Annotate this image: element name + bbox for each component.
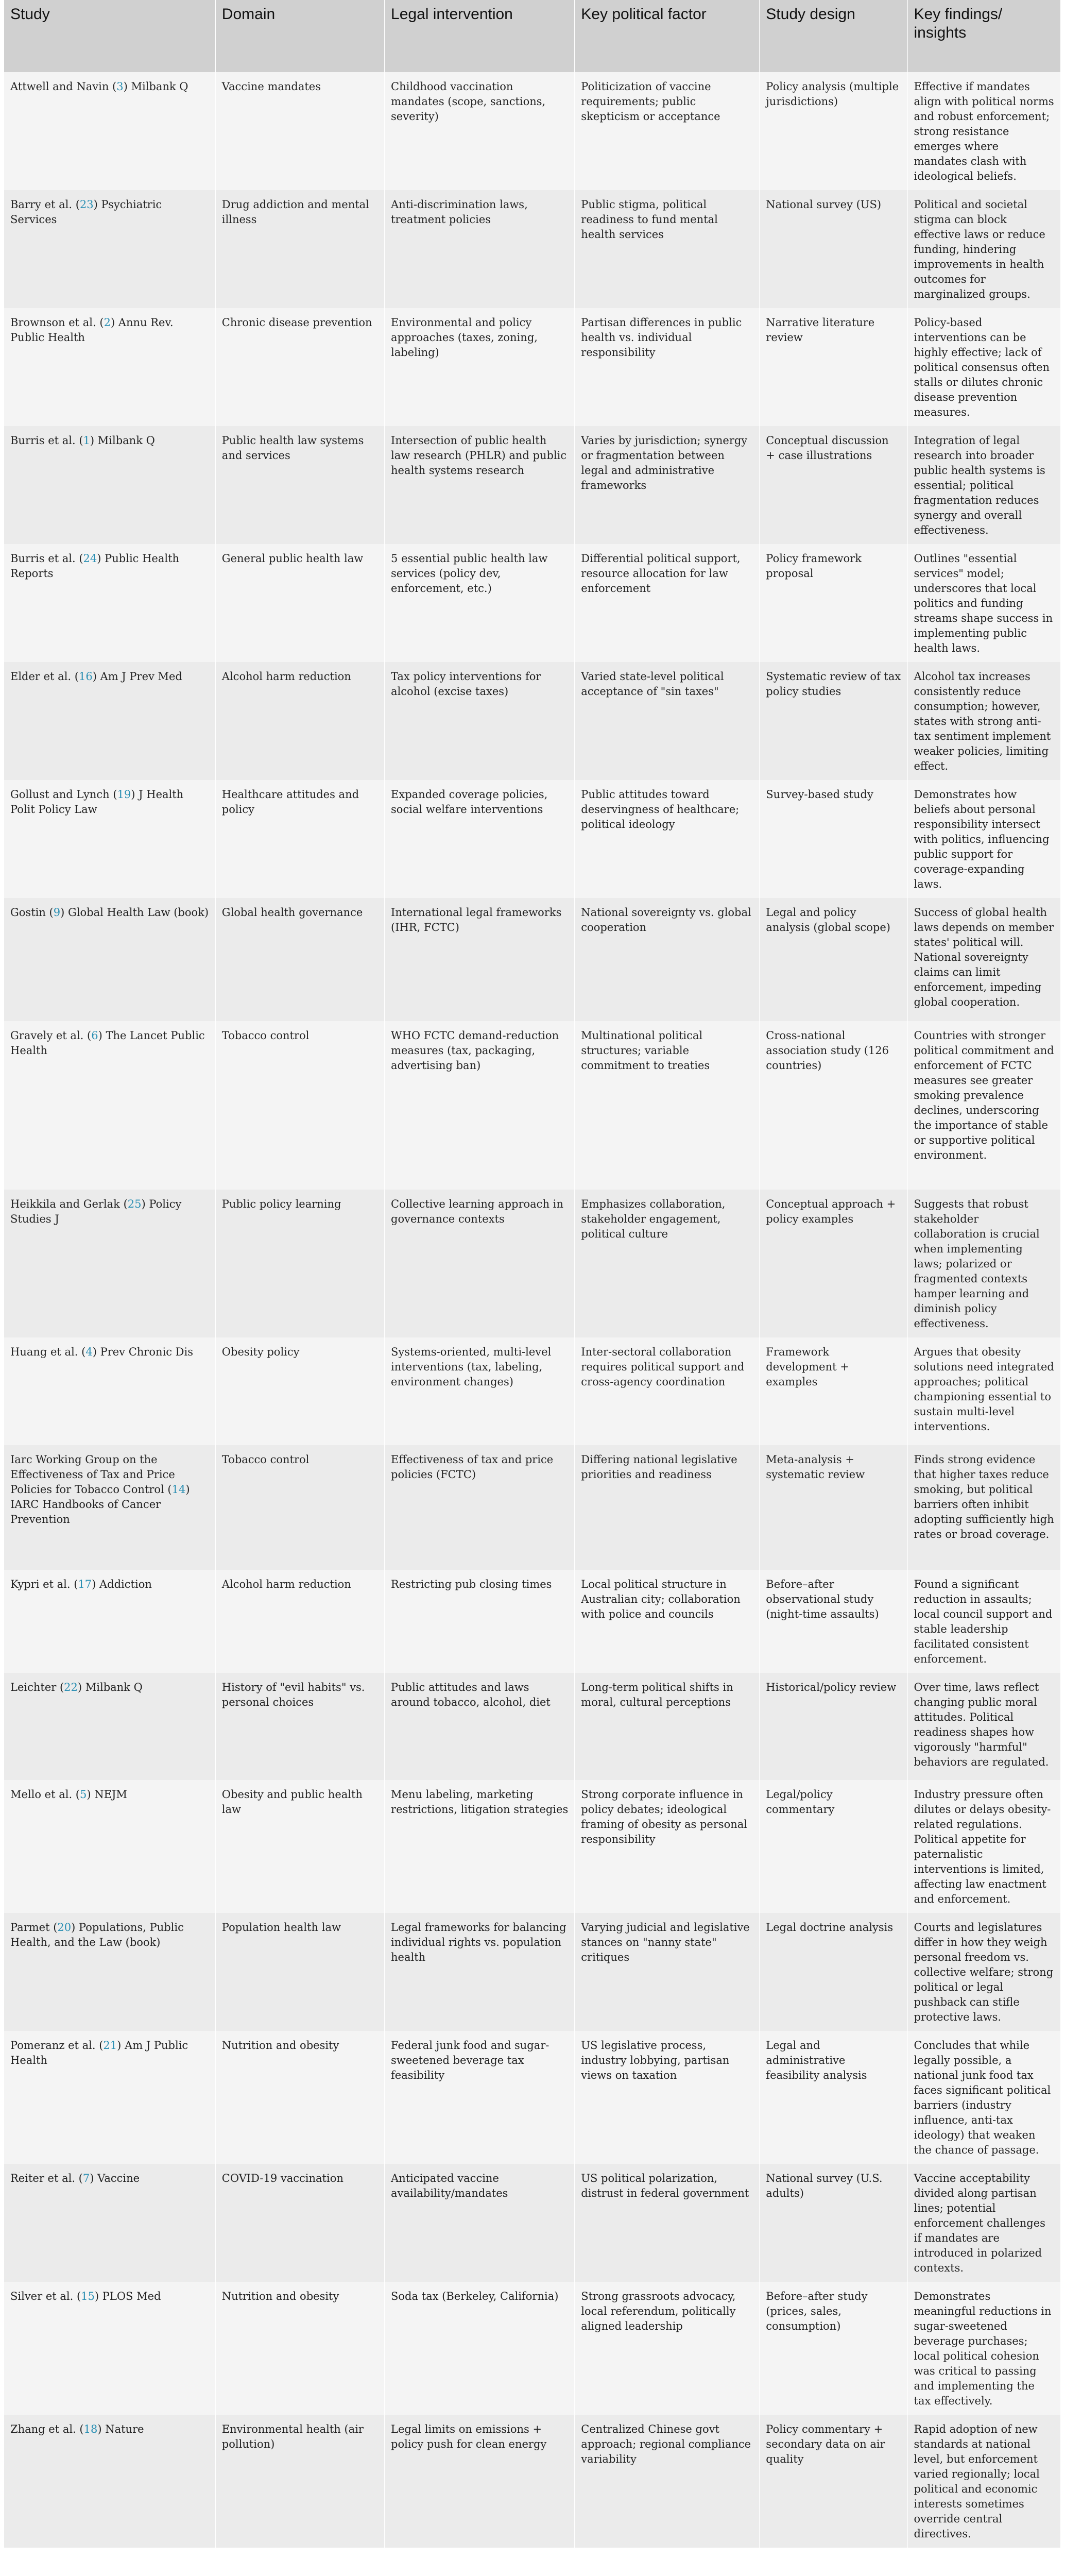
reference-link[interactable]: 16 <box>78 670 93 683</box>
cell-study-design: National survey (U.S. adults) <box>760 2164 907 2282</box>
reference-link[interactable]: 1 <box>83 434 90 447</box>
header-legal-intervention: Legal intervention <box>385 0 575 72</box>
cell-domain: Environmental health (air pollution) <box>215 2415 384 2548</box>
table-row <box>4 1570 1061 1673</box>
cell-legal-intervention: Environmental and policy approaches (taxes, zoning, labeling) <box>385 308 575 426</box>
cell-study-design: Cross-national association study (126 countries) <box>760 1021 907 1190</box>
header-study: Study <box>4 0 215 72</box>
study-author: Gostin ( <box>10 906 54 919</box>
study-author: Barry et al. ( <box>10 198 80 211</box>
cell-key-political-factor: Strong grassroots advocacy, local referendum, politically aligned leadership <box>575 2282 760 2415</box>
cell-study <box>4 544 215 662</box>
cell-legal-intervention: Soda tax (Berkeley, California) <box>385 2282 575 2415</box>
cell-domain: Drug addiction and mental illness <box>215 190 384 308</box>
cell-legal-intervention: Expanded coverage policies, social welfare interventions <box>385 780 575 898</box>
reference-link[interactable]: 5 <box>80 1788 87 1801</box>
study-author: Brownson et al. ( <box>10 316 104 329</box>
study-source: ) PLOS Med <box>94 2290 161 2302</box>
cell-key-findings: Industry pressure often dilutes or delays obesity-related regulations. Political appetite for paternalistic interventions is limited, affecting law enactment and enforcement. <box>907 1780 1061 1913</box>
cell-key-political-factor: Public attitudes toward deservingness of healthcare; political ideology <box>575 780 760 898</box>
study-author: Elder et al. ( <box>10 670 79 683</box>
cell-study-design: Conceptual approach + policy examples <box>760 1190 907 1337</box>
cell-key-political-factor: Inter-sectoral collaboration requires political support and cross-agency coordination <box>575 1337 760 1445</box>
header-study-design: Study design <box>760 0 907 72</box>
study-source: ) Milbank Q <box>77 1681 143 1693</box>
cell-study <box>4 780 215 898</box>
cell-key-political-factor: Varied state-level political acceptance of "sin taxes" <box>575 662 760 780</box>
cell-domain: Nutrition and obesity <box>215 2031 384 2164</box>
study-author: Gravely et al. ( <box>10 1029 92 1042</box>
cell-domain: Nutrition and obesity <box>215 2282 384 2415</box>
table-row <box>4 780 1061 898</box>
cell-study-design: Policy framework proposal <box>760 544 907 662</box>
cell-key-findings: Integration of legal research into broader public health systems is essential; political fragmentation reduces synergy and overall effectiveness. <box>907 426 1061 544</box>
study-source: ) Milbank Q <box>123 80 188 93</box>
study-source: ) NEJM <box>87 1788 127 1801</box>
study-author: Silver et al. ( <box>10 2290 81 2302</box>
cell-study-design: Narrative literature review <box>760 308 907 426</box>
study-author: Gollust and Lynch ( <box>10 788 117 801</box>
cell-legal-intervention: Anti-discrimination laws, treatment policies <box>385 190 575 308</box>
table-row <box>4 2282 1061 2415</box>
study-author: Mello et al. ( <box>10 1788 80 1801</box>
cell-key-findings: Demonstrates how beliefs about personal responsibility intersect with politics, influencing public support for coverage-expanding laws. <box>907 780 1061 898</box>
cell-study-design: National survey (US) <box>760 190 907 308</box>
cell-study-design: Legal and policy analysis (global scope) <box>760 898 907 1021</box>
table-row <box>4 190 1061 308</box>
cell-legal-intervention: Federal junk food and sugar-sweetened beverage tax feasibility <box>385 2031 575 2164</box>
reference-link[interactable]: 2 <box>104 316 111 329</box>
cell-legal-intervention: Menu labeling, marketing restrictions, litigation strategies <box>385 1780 575 1913</box>
study-author: Heikkila and Gerlak ( <box>10 1198 128 1210</box>
cell-key-findings: Outlines "essential services" model; underscores that local politics and funding streams shape success in implementing public health laws. <box>907 544 1061 662</box>
table-row <box>4 2415 1061 2548</box>
cell-key-political-factor: Varies by jurisdiction; synergy or fragmentation between legal and administrative frameworks <box>575 426 760 544</box>
header-row <box>4 0 1061 72</box>
header-key-political-factor: Key political factor <box>575 0 760 72</box>
cell-study-design: Policy analysis (multiple jurisdictions) <box>760 72 907 190</box>
reference-link[interactable]: 7 <box>82 2172 90 2184</box>
cell-key-findings: Courts and legislatures differ in how they weigh personal freedom vs. collective welfare; strong political or legal pushback can stifle protective laws. <box>907 1913 1061 2031</box>
cell-key-findings: Over time, laws reflect changing public moral attitudes. Political readiness shapes how vigorously "harmful" behaviors are regulated. <box>907 1673 1061 1780</box>
cell-domain: Population health law <box>215 1913 384 2031</box>
table-row <box>4 544 1061 662</box>
table-row <box>4 1445 1061 1570</box>
study-author: Burris et al. ( <box>10 552 83 565</box>
cell-key-political-factor: Differential political support, resource allocation for law enforcement <box>575 544 760 662</box>
study-author: Reiter et al. ( <box>10 2172 83 2184</box>
study-source: ) Populations, Public Health, and the Law (book) <box>10 1921 184 1948</box>
cell-domain: Healthcare attitudes and policy <box>215 780 384 898</box>
table-row <box>4 1780 1061 1913</box>
cell-key-political-factor: Centralized Chinese govt approach; regional compliance variability <box>575 2415 760 2548</box>
cell-study-design: Legal and administrative feasibility analysis <box>760 2031 907 2164</box>
cell-study-design: Conceptual discussion + case illustrations <box>760 426 907 544</box>
cell-domain: Tobacco control <box>215 1445 384 1570</box>
cell-study <box>4 2282 215 2415</box>
reference-link[interactable]: 3 <box>116 80 124 93</box>
table-row <box>4 2164 1061 2282</box>
table-row <box>4 898 1061 1021</box>
cell-key-findings: Effective if mandates align with political norms and robust enforcement; strong resistance emerges where mandates clash with ideological beliefs. <box>907 72 1061 190</box>
cell-key-findings: Demonstrates meaningful reductions in sugar-sweetened beverage purchases; local political cohesion was critical to passing and implementing the tax effectively. <box>907 2282 1061 2415</box>
cell-study <box>4 1673 215 1780</box>
cell-study-design: Before–after observational study (night-time assaults) <box>760 1570 907 1673</box>
reference-link[interactable]: 21 <box>103 2039 117 2052</box>
cell-study <box>4 1570 215 1673</box>
cell-key-findings: Vaccine acceptability divided along partisan lines; potential enforcement challenges if mandates are introduced in polarized contexts. <box>907 2164 1061 2282</box>
reference-link[interactable]: 24 <box>83 552 97 565</box>
cell-study <box>4 426 215 544</box>
cell-domain: Alcohol harm reduction <box>215 1570 384 1673</box>
cell-key-findings: Alcohol tax increases consistently reduce consumption; however, states with strong anti-tax sentiment implement weaker policies, limiting effect. <box>907 662 1061 780</box>
cell-domain: Vaccine mandates <box>215 72 384 190</box>
cell-domain: Alcohol harm reduction <box>215 662 384 780</box>
cell-domain: Public health law systems and services <box>215 426 384 544</box>
table-row <box>4 1337 1061 1445</box>
cell-domain: Obesity and public health law <box>215 1780 384 1913</box>
cell-study-design: Before–after study (prices, sales, consumption) <box>760 2282 907 2415</box>
cell-study <box>4 1913 215 2031</box>
cell-study <box>4 898 215 1021</box>
study-author: Leichter ( <box>10 1681 64 1693</box>
table-row <box>4 1021 1061 1190</box>
cell-key-findings: Political and societal stigma can block effective laws or reduce funding, hindering improvements in health outcomes for marginalized groups. <box>907 190 1061 308</box>
cell-legal-intervention: International legal frameworks (IHR, FCTC) <box>385 898 575 1021</box>
study-author: Parmet ( <box>10 1921 58 1934</box>
study-source: ) J Health Polit Policy Law <box>10 788 184 816</box>
table-body <box>4 72 1061 2548</box>
study-source: ) The Lancet Public Health <box>10 1029 205 1057</box>
study-author: Huang et al. ( <box>10 1346 86 1358</box>
cell-key-findings: Policy-based interventions can be highly effective; lack of political consensus often stalls or dilutes chronic disease prevention measures. <box>907 308 1061 426</box>
table-row <box>4 662 1061 780</box>
reference-link[interactable]: 23 <box>79 198 94 211</box>
cell-legal-intervention: Public attitudes and laws around tobacco, alcohol, diet <box>385 1673 575 1780</box>
cell-domain: Tobacco control <box>215 1021 384 1190</box>
study-source: ) Vaccine <box>90 2172 140 2184</box>
cell-key-political-factor: Partisan differences in public health vs. individual responsibility <box>575 308 760 426</box>
reference-link[interactable]: 15 <box>81 2290 95 2302</box>
cell-study <box>4 72 215 190</box>
table-header <box>4 0 1061 72</box>
study-source: ) Annu Rev. Public Health <box>10 316 174 344</box>
header-key-findings: Key findings/ insights <box>907 0 1061 72</box>
cell-key-findings: Found a significant reduction in assaults; local council support and stable leadership facilitated consistent enforcement. <box>907 1570 1061 1673</box>
cell-key-political-factor: Long-term political shifts in moral, cultural perceptions <box>575 1673 760 1780</box>
reference-link[interactable]: 6 <box>91 1029 98 1042</box>
cell-domain: Public policy learning <box>215 1190 384 1337</box>
study-author: Attwell and Navin ( <box>10 80 117 93</box>
study-source: ) Addiction <box>92 1578 152 1590</box>
cell-legal-intervention: Legal frameworks for balancing individual rights vs. population health <box>385 1913 575 2031</box>
cell-legal-intervention: 5 essential public health law services (policy dev, enforcement, etc.) <box>385 544 575 662</box>
cell-key-political-factor: Differing national legislative priorities and readiness <box>575 1445 760 1570</box>
study-source: ) Am J Public Health <box>10 2039 188 2066</box>
cell-study <box>4 1021 215 1190</box>
cell-legal-intervention: Collective learning approach in governance contexts <box>385 1190 575 1337</box>
cell-domain: Chronic disease prevention <box>215 308 384 426</box>
header-domain: Domain <box>215 0 384 72</box>
study-author: Zhang et al. ( <box>10 2423 84 2435</box>
cell-legal-intervention: Tax policy interventions for alcohol (excise taxes) <box>385 662 575 780</box>
cell-key-findings: Suggests that robust stakeholder collaboration is crucial when implementing laws; polarized or fragmented contexts hamper learning and diminish policy effectiveness. <box>907 1190 1061 1337</box>
cell-study-design: Framework development + examples <box>760 1337 907 1445</box>
cell-study <box>4 2415 215 2548</box>
cell-domain: General public health law <box>215 544 384 662</box>
reference-link[interactable]: 25 <box>127 1198 142 1210</box>
cell-legal-intervention: Legal limits on emissions + policy push for clean energy <box>385 2415 575 2548</box>
cell-domain: History of "evil habits" vs. personal choices <box>215 1673 384 1780</box>
cell-key-political-factor: Local political structure in Australian city; collaboration with police and councils <box>575 1570 760 1673</box>
table-row <box>4 1673 1061 1780</box>
reference-link[interactable]: 20 <box>57 1921 72 1934</box>
study-source: ) Policy Studies J <box>10 1198 182 1225</box>
cell-key-political-factor: Multinational political structures; variable commitment to treaties <box>575 1021 760 1190</box>
study-author: Iarc Working Group on the Effectiveness of Tax and Price Policies for Tobacco Control ( <box>10 1453 175 1496</box>
study-source: ) Prev Chronic Dis <box>92 1346 193 1358</box>
cell-key-political-factor: Varying judicial and legislative stances on "nanny state" critiques <box>575 1913 760 2031</box>
cell-study <box>4 662 215 780</box>
cell-legal-intervention: Systems-oriented, multi-level interventions (tax, labeling, environment changes) <box>385 1337 575 1445</box>
cell-domain: COVID-19 vaccination <box>215 2164 384 2282</box>
cell-domain: Obesity policy <box>215 1337 384 1445</box>
reference-link[interactable]: 19 <box>117 788 131 801</box>
cell-study-design: Legal/policy commentary <box>760 1780 907 1913</box>
study-source: ) Global Health Law (book) <box>60 906 209 919</box>
cell-study-design: Systematic review of tax policy studies <box>760 662 907 780</box>
cell-key-political-factor: Strong corporate influence in policy debates; ideological framing of obesity as personal responsibility <box>575 1780 760 1913</box>
table-row <box>4 72 1061 190</box>
cell-study <box>4 1190 215 1337</box>
reference-link[interactable]: 4 <box>85 1346 93 1358</box>
study-source: ) Psychiatric Services <box>10 198 162 226</box>
cell-key-findings: Concludes that while legally possible, a national junk food tax faces significant political barriers (industry influence, anti-tax ideology) that weaken the chance of passage. <box>907 2031 1061 2164</box>
cell-key-findings: Argues that obesity solutions need integrated approaches; political championing essential to sustain multi-level interventions. <box>907 1337 1061 1445</box>
cell-key-political-factor: Public stigma, political readiness to fund mental health services <box>575 190 760 308</box>
cell-study-design: Survey-based study <box>760 780 907 898</box>
study-source: ) IARC Handbooks of Cancer Prevention <box>10 1483 190 1526</box>
cell-study-design: Historical/policy review <box>760 1673 907 1780</box>
cell-domain: Global health governance <box>215 898 384 1021</box>
table-row <box>4 2031 1061 2164</box>
table-row <box>4 308 1061 426</box>
cell-legal-intervention: Childhood vaccination mandates (scope, sanctions, severity) <box>385 72 575 190</box>
cell-legal-intervention: Restricting pub closing times <box>385 1570 575 1673</box>
reference-link[interactable]: 18 <box>83 2423 98 2435</box>
cell-legal-intervention: Intersection of public health law research (PHLR) and public health systems research <box>385 426 575 544</box>
reference-link[interactable]: 14 <box>171 1483 186 1496</box>
cell-legal-intervention: WHO FCTC demand-reduction measures (tax, packaging, advertising ban) <box>385 1021 575 1190</box>
table-row <box>4 426 1061 544</box>
cell-study-design: Legal doctrine analysis <box>760 1913 907 2031</box>
cell-key-political-factor: Politicization of vaccine requirements; public skepticism or acceptance <box>575 72 760 190</box>
cell-study <box>4 190 215 308</box>
cell-legal-intervention: Anticipated vaccine availability/mandates <box>385 2164 575 2282</box>
study-source: ) Am J Prev Med <box>92 670 182 683</box>
table-row <box>4 1913 1061 2031</box>
reference-link[interactable]: 17 <box>78 1578 92 1590</box>
cell-study <box>4 1780 215 1913</box>
cell-key-political-factor: US political polarization, distrust in federal government <box>575 2164 760 2282</box>
study-source: ) Milbank Q <box>90 434 155 447</box>
cell-study <box>4 2031 215 2164</box>
cell-study <box>4 308 215 426</box>
study-author: Kypri et al. ( <box>10 1578 78 1590</box>
study-source: ) Public Health Reports <box>10 552 180 580</box>
cell-study <box>4 2164 215 2282</box>
cell-key-findings: Success of global health laws depends on member states' political will. National sovereignty claims can limit enforcement, impeding global cooperation. <box>907 898 1061 1021</box>
study-author: Pomeranz et al. ( <box>10 2039 104 2052</box>
cell-study-design: Meta-analysis + systematic review <box>760 1445 907 1570</box>
study-author: Burris et al. ( <box>10 434 83 447</box>
cell-key-findings: Rapid adoption of new standards at national level, but enforcement varied regionally; local political and economic interests sometimes override central directives. <box>907 2415 1061 2548</box>
cell-key-findings: Finds strong evidence that higher taxes reduce smoking, but political barriers often inhibit adopting sufficiently high rates or broad coverage. <box>907 1445 1061 1570</box>
cell-study <box>4 1445 215 1570</box>
cell-study-design: Policy commentary + secondary data on air quality <box>760 2415 907 2548</box>
cell-legal-intervention: Effectiveness of tax and price policies (FCTC) <box>385 1445 575 1570</box>
cell-study <box>4 1337 215 1445</box>
reference-link[interactable]: 22 <box>64 1681 78 1693</box>
cell-key-political-factor: US legislative process, industry lobbying, partisan views on taxation <box>575 2031 760 2164</box>
study-source: ) Nature <box>97 2423 144 2435</box>
cell-key-findings: Countries with stronger political commitment and enforcement of FCTC measures see greater smoking prevalence declines, underscoring the importance of stable or supportive political environment. <box>907 1021 1061 1190</box>
reference-link[interactable]: 9 <box>53 906 61 919</box>
cell-key-political-factor: National sovereignty vs. global cooperation <box>575 898 760 1021</box>
table-row <box>4 1190 1061 1337</box>
cell-key-political-factor: Emphasizes collaboration, stakeholder engagement, political culture <box>575 1190 760 1337</box>
studies-table <box>4 0 1061 2548</box>
